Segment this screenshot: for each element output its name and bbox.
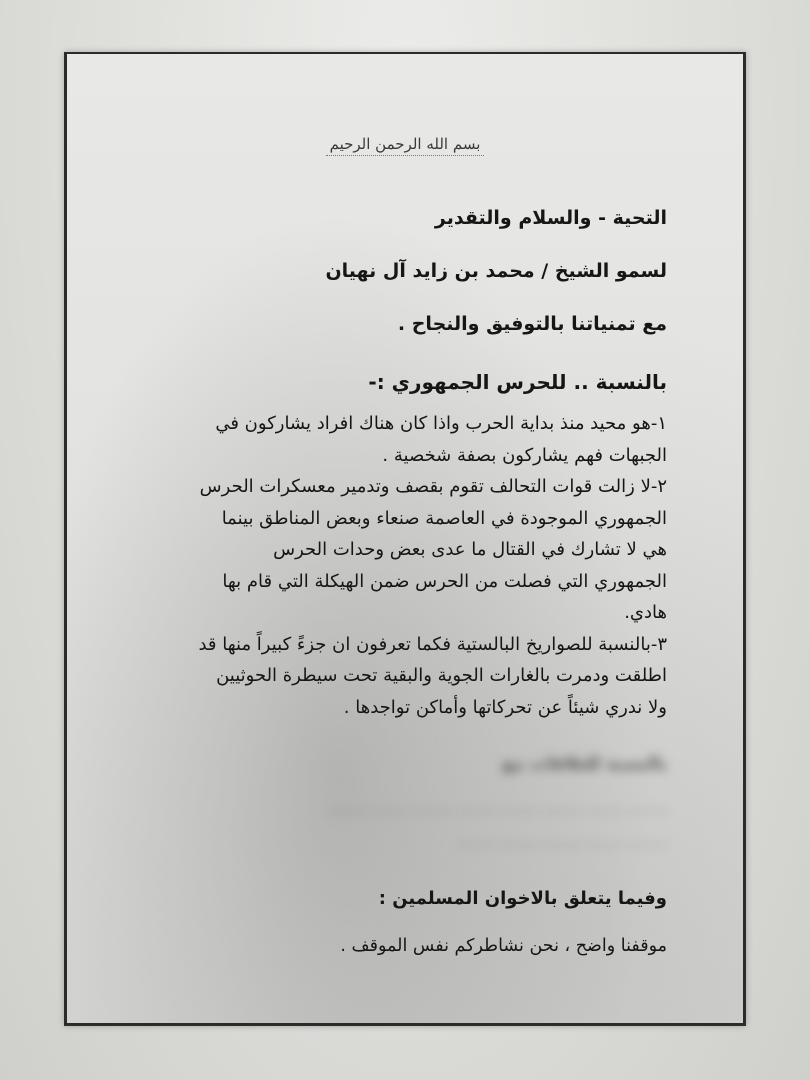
list-item-3 [112,629,667,724]
list-item-line: هادي. [624,602,667,623]
basmala-header [67,134,743,153]
greeting-line: التحية - والسلام والتقدير [434,207,667,229]
list-item-line: الجمهوري التي فصلت من الحرس ضمن الهيكلة التي قام بها [222,570,667,592]
numbered-list [112,408,667,723]
list-item-line: هي لا تشارك في القتال ما عدى بعض وحدات الحرس [273,539,667,560]
list-item-line: الجبهات فهم يشاركون بصفة شخصية . [382,444,667,466]
list-item-line: ٣-بالنسبة للصواريخ البالستية فكما تعرفون ان جزءً كبيراً منها قد [198,633,667,655]
list-item-1 [112,408,667,471]
list-item-2 [112,471,667,629]
list-item-line: ولا ندري شيئاً عن تحركاتها وأماكن تواجدها . [343,696,667,718]
letter-page [64,52,746,1026]
blurred-line: ........ ........ ........ ........ ........ [457,832,667,850]
list-item-line: اطلقت ودمرت بالغارات الجوية والبقية تحت سيطرة الحوثيين [216,665,667,686]
list-item-line: الجمهوري الموجودة في العاصمة صنعاء وبعض المناطق بينما [221,507,667,529]
addressee-line: لسمو الشيخ / محمد بن زايد آل نهيان [325,260,667,282]
basmala-text: بسم الله الرحمن الرحيم [326,135,485,156]
list-item-line: ٢-لا زالت قوات التحالف تقوم بقصف وتدمير معسكرات الحرس [199,476,667,497]
brotherhood-heading: وفيما يتعلق بالاخوان المسلمين : [378,888,667,909]
section-heading-republican-guard: بالنسبة .. للحرس الجمهوري :- [368,370,667,394]
list-item-line: ١-هو محيد منذ بداية الحرب واذا كان هناك افراد يشاركون في [215,413,667,434]
brotherhood-text: موقفنا واضح ، نحن نشاطركم نفس الموقف . [340,936,667,956]
blurred-line: ........ ........ ........ ........ ........ ........ ........ ........ [328,798,667,816]
blurred-heading: بالنسبة للعلاقات مع [501,754,667,774]
wishes-line: مع تمنياتنا بالتوفيق والنجاح . [397,313,667,335]
